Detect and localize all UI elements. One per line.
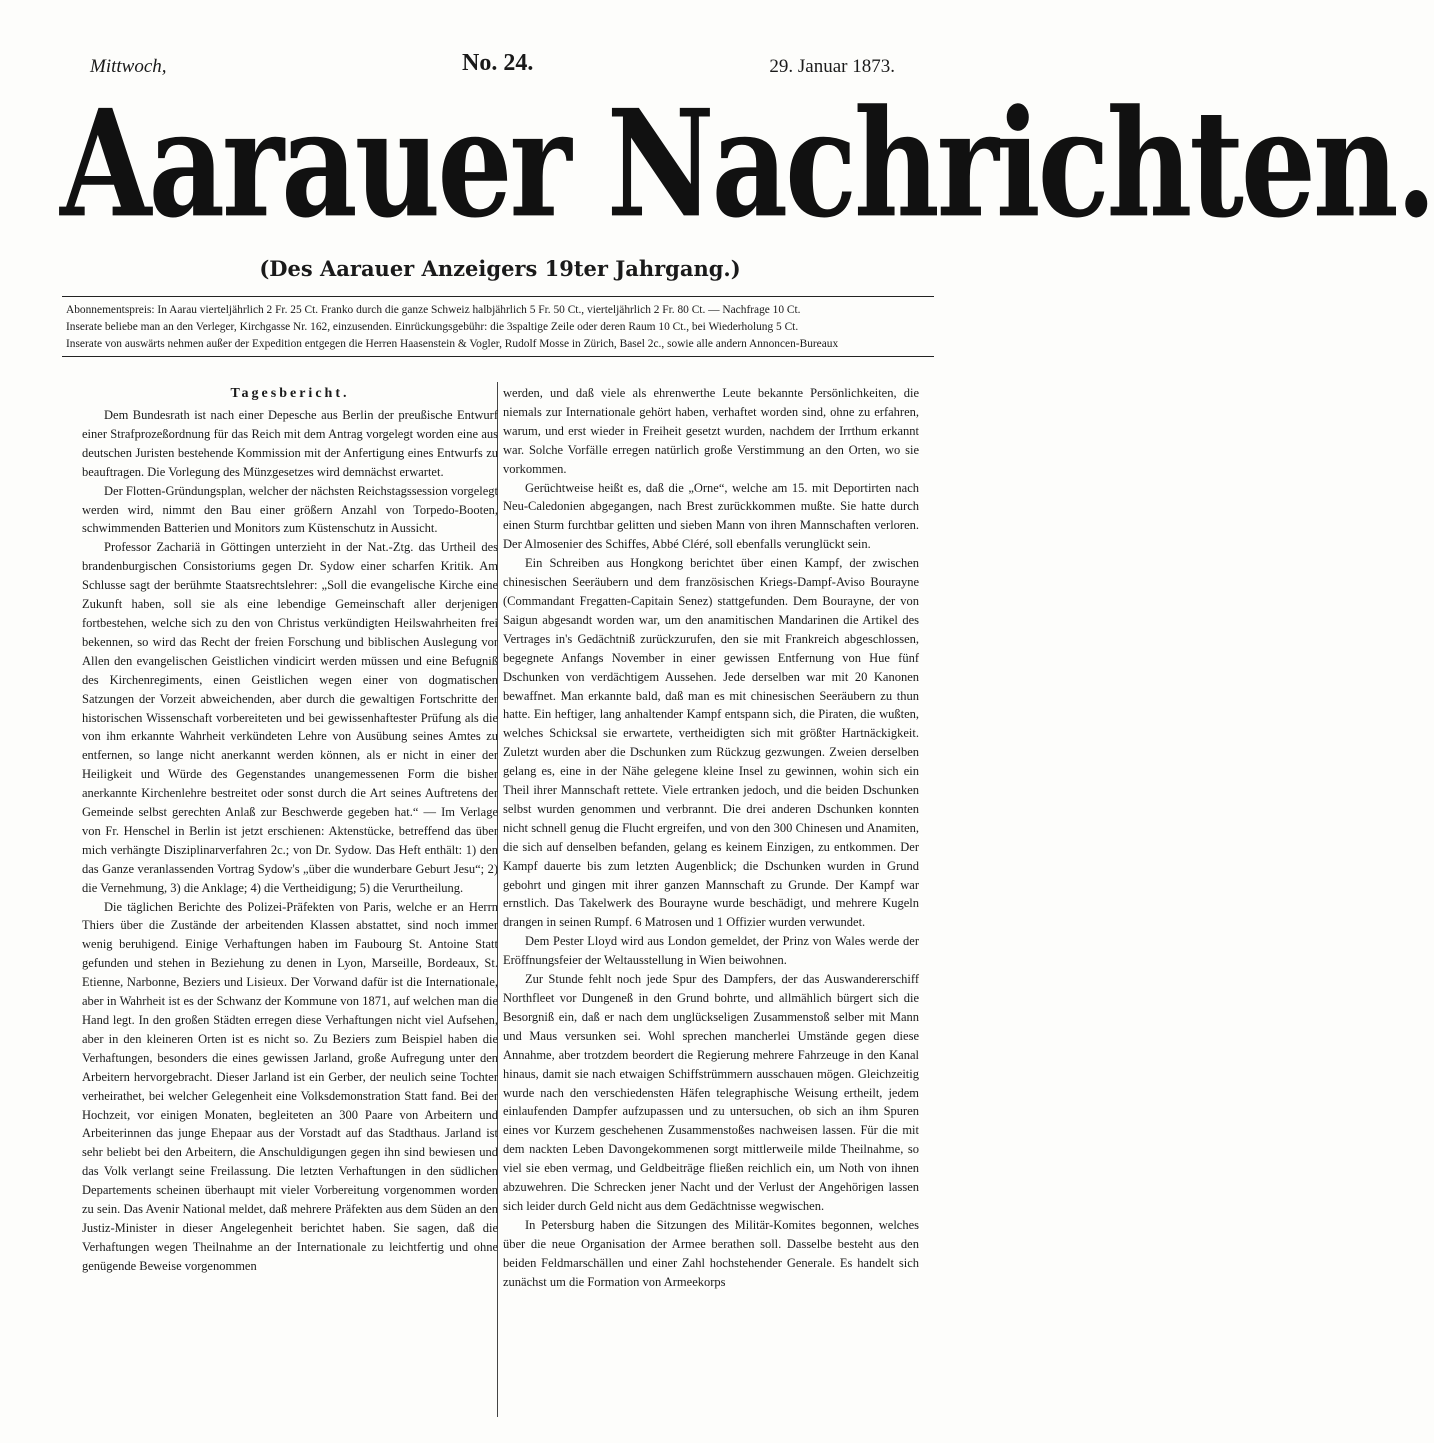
issue-date: 29. Januar 1873. bbox=[769, 56, 895, 77]
agencies-notice: Inserate von auswärts nehmen außer der Expedition entgegen die Herren Haasenstein & Vogler, Rudolf Mosse in Zürich, Basel 2c., sowie alle andern Annoncen-Bureaux bbox=[66, 338, 839, 350]
notice-rule bbox=[62, 356, 934, 357]
article-paragraph: Ein Schreiben aus Hongkong berichtet über einen Kampf, der zwischen chinesischen Seeräubern und dem französischen Kriegs-Dampf-Aviso Bourayne (Commandant Fregatten-Capitain Senez) stattgefunden. Dem Bourayne, der von Saigun abgesandt worden war, um den anamitischen Mandarinen die Artikel des Vertrages in's Gedächtniß zurückzurufen, den sie mit Frankreich abgeschlossen, begegnete Anfangs November in einer gewissen Entfernung von Hue fünf Dschunken von verdächtigem Aussehen. Jede derselben war mit 20 Kanonen bewaffnet. Man erkannte bald, daß man es mit chinesischen Seeräubern zu thun hatte. Ein heftiger, lang anhaltender Kampf entspann sich, die Piraten, die wußten, welches Schicksal sie erwartete, vertheidigten sich mit größter Hartnäckigkeit. Zuletzt wurden aber die Dschunken zum Rückzug gezwungen. Zweien derselben gelang es, eine in der Nähe gelegene kleine Insel zu gewinnen, wohin sich ein Theil ihrer Mannschaft rettete. Viele ertranken jedoch, und die beiden Dschunken selbst wurden genommen und verbrannt. Die drei anderen Dschunken konnten nicht schnell genug die Flucht ergreifen, und von den 300 Chinesen und Anamiten, die sich auf denselben befanden, gelang es keinem Einzigen, zu entkommen. Der Kampf dauerte bis zum letzten Augenblick; die Dschunken wurden in Grund gebohrt und gingen mit ihrer ganzen Mannschaft zu Grunde. Der Kampf war ernstlich. Das Takelwerk des Bourayne wurde beschädigt, und mehrere Kugeln drangen in seinen Rumpf. 6 Matrosen und 1 Offizier wurden verwundet. bbox=[503, 556, 919, 930]
advertising-notice: Inserate beliebe man an den Verleger, Kirchgasse Nr. 162, einzusenden. Einrückungsgebühr: die 3spaltige Zeile oder deren Raum 10 Ct., bei Wiederholung 5 Ct. bbox=[66, 321, 799, 333]
article-paragraph: Die täglichen Berichte des Polizei-Präfekten von Paris, welche er an Herrn Thiers über die Zustände der arbeitenden Klassen abstattet, sind noch immer wenig beruhigend. Einige Verhaftungen haben im Faubourg St. Antoine Statt gefunden und stehen in Beziehung zu denen in Lyon, Marseille, Bordeaux, St. Etienne, Narbonne, Beziers und Lisieux. Der Vorwand dafür ist die Internationale, aber in Wahrheit ist es der Schwanz der Kommune von 1871, auf welchen man die Hand legt. In den großen Städten erregen diese Verhaftungen nicht viel Aufsehen, aber in den kleineren Orten ist es nicht so. Zu Beziers zum Beispiel haben die Verhaftungen, besonders die eines gewissen Jarland, große Aufregung unter den Arbeitern hervorgebracht. Dieser Jarland ist ein Gerber, der neulich seine Tochter verheirathet, bei welcher Gelegenheit eine Volksdemonstration Statt fand. Bei der Hochzeit, vor einigen Monaten, begleiteten an 300 Paare von Arbeitern und Arbeiterinnen das junge Ehepaar aus der Vorstadt auf das Stadthaus. Jarland ist sehr beliebt bei den Arbeitern, die Anschuldigungen gegen ihn sind bewiesen und das Volk verlangt seine Freilassung. Die letzten Verhaftungen in den südlichen Departements scheinen überhaupt mit vieler Vorbereitung vorgenommen worden zu sein. Das Avenir National meldet, daß mehrere Präfekten aus dem Süden an den Justiz-Minister in dieser Angelegenheit berichtet haben. Sie sagen, daß die Verhaftungen wegen Theilnahme an der Internationale zu leichtfertig und ohne genügende Beweise vorgenommen bbox=[82, 899, 498, 1273]
section-title: Tagesbericht. bbox=[230, 386, 350, 401]
weekday: Mittwoch, bbox=[90, 56, 167, 77]
top-rule bbox=[62, 296, 934, 297]
article-paragraph: Zur Stunde fehlt noch jede Spur des Dampfers, der das Auswandererschiff Northfleet vor Dungeneß in den Grund bohrte, und allmählich bürgert sich die Besorgniß ein, daß er nach dem unglückseligen Zusammenstoß selber mit Mann und Maus versunken sei. Wohl sprechen mancherlei Umstände gegen diese Annahme, aber trotzdem beordert die Regierung mehrere Fahrzeuge in den Kanal hinaus, damit sie nach etwaigen Schiffstrümmern ausschauen mögen. Gleichzeitig wurde nach den verschiedensten Häfen telegraphische Weisung ertheilt, jedem einlaufenden Dampfer aufzupassen und zu untersuchen, ob sich an ihm Spuren eines vor Kurzem geschehenen Zusammenstoßes nachweisen lassen. Für die mit dem nackten Leben Davongekommenen sorgt mittlerweile milde Theilnahme, so viel sie eben vermag, und Geldbeiträge fließen reichlich ein, um Noth von ihnen abzuwehren. Die Schrecken jener Nacht und der Verlust der Angehörigen lassen sich leider durch Geld nicht aus dem Gedächtnisse wegwischen. bbox=[503, 972, 919, 1213]
article-paragraph: Gerüchtweise heißt es, daß die „Orne“, welche am 15. mit Deportirten nach Neu-Caledonien abgegangen, nach Brest zurückkommen mußte. Sie hatte durch einen Sturm furchtbar gelitten und sieben Mann von ihren Mannschaften verloren. Der Almosenier des Schiffes, Abbé Cléré, soll ebenfalls verunglückt sein. bbox=[503, 480, 919, 552]
article-paragraph: Der Flotten-Gründungsplan, welcher der nächsten Reichstagssession vorgelegt werden wird, nimmt den Bau einer größern Anzahl von Torpedo-Booten, schwimmenden Batterien und Monitors zum Küstenschutz in Aussicht. bbox=[82, 483, 498, 536]
article-paragraph: In Petersburg haben die Sitzungen des Militär-Komites begonnen, welches über die neue Organisation der Armee berathen soll. Dasselbe besteht aus den beiden Feldmarschällen und einer Zahl hochstehender Generale. Es handelt sich zunächst um die Formation von Armeekorps bbox=[503, 1217, 919, 1289]
issue-number: No. 24. bbox=[462, 50, 534, 76]
masthead-subtitle: (Des Aarauer Anzeigers 19ter Jahrgang.) bbox=[259, 256, 741, 281]
article-paragraph: Dem Pester Lloyd wird aus London gemeldet, der Prinz von Wales werde der Eröffnungsfeier der Weltausstellung in Wien beiwohnen. bbox=[503, 934, 919, 968]
right-column bbox=[503, 384, 919, 1414]
article-paragraph: Professor Zachariä in Göttingen unterzieht in der Nat.-Ztg. das Urtheil des brandenburgischen Consistoriums gegen Dr. Sydow einer scharfen Kritik. Am Schlusse sagt der berühmte Staatsrechtslehrer: „Soll die evangelische Kirche eine Zukunft haben, soll sie als eine lebendige Gemeinschaft aller derjenigen fortbestehen, welche sich zu den von Christus verkündigten Heilswahrheiten frei bekennen, so wird das Recht der freien Forschung und biblischen Auslegung vor Allen den evangelischen Geistlichen vindicirt werden müssen und eine Befugniß des Kirchenregiments, einen Geistlichen wegen einer von dogmatischen Satzungen der Vorzeit abweichenden, aber durch die gewaltigen Fortschritte der historischen Wissenschaft vorbereiteten und bei gewissenhaftester Prüfung als die von ihm erkannte Wahrheit verkündeten Lehre von Ausübung seines Amtes zu entfernen, so lange nicht anerkannt werden können, als er nicht in einer der Heiligkeit und Würde des Gegenstandes unangemessenen Form die bisher anerkannte Kirchenlehre bestreitet oder sonst durch die Art seines Auftretens der Gemeinde selbst gerechten Anlaß zur Beschwerde gegeben hat.“ — Im Verlage von Fr. Henschel in Berlin ist jetzt erschienen: Aktenstücke, betreffend das über mich verhängte Disziplinarverfahren 2c.; von Dr. Sydow. Das Heft enthält: 1) den das Ganze veranlassenden Vortrag Sydow's „über die wunderbare Geburt Jesu“; 2) die Vernehmung, 3) die Anklage; 4) die Vertheidigung; 5) die Verurtheilung. bbox=[82, 540, 498, 895]
article-paragraph: werden, und daß viele als ehrenwerthe Leute bekannte Persönlichkeiten, die niemals zur Internationale gehört haben, verhaftet worden sind, ohne zu erfahren, warum, und erst wieder in Freiheit gesetzt wurden, nachdem der Irrthum erkannt war. Solche Vorfälle erregen natürlich große Verstimmung an den Orten, wo sie vorkommen. bbox=[503, 386, 919, 476]
subscription-notice: Abonnementspreis: In Aarau vierteljährlich 2 Fr. 25 Ct. Franko durch die ganze Schweiz halbjährlich 5 Fr. 50 Ct., vierteljährlich 2 Fr. 80 Ct. — Nachfrage 10 Ct. bbox=[66, 304, 801, 316]
article-paragraph: Dem Bundesrath ist nach einer Depesche aus Berlin der preußische Entwurf einer Strafprozeßordnung für das Reich mit dem Antrag vorgelegt worden eine aus deutschen Juristen bestehende Kommission mit der Anfertigung eines Entwurfs zu beauftragen. Die Vorlegung des Münzgesetzes wird demnächst erwartet. bbox=[82, 408, 498, 479]
masthead-title: Aarauer Nachrichten. bbox=[60, 76, 1434, 251]
left-column bbox=[82, 384, 498, 1414]
